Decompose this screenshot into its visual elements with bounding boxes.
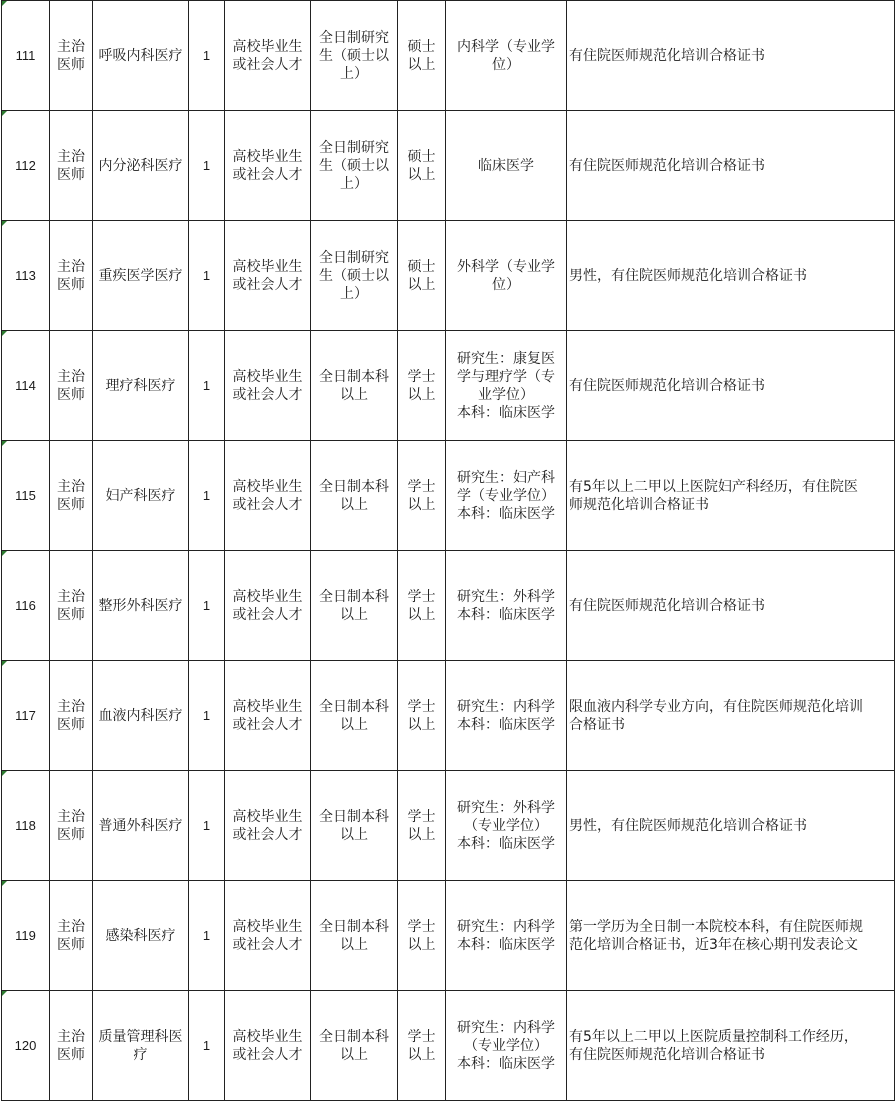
job-title-line: 主治	[57, 148, 85, 165]
job-title-line: 医师	[57, 1046, 85, 1063]
education-cell	[311, 221, 398, 331]
job-title-cell	[50, 441, 93, 551]
candidate-source-line: 或社会人才	[232, 1046, 303, 1063]
table-row	[2, 331, 895, 441]
education-line: 全日制本科	[319, 368, 389, 385]
degree-line: 以上	[407, 276, 436, 293]
headcount-text: 1	[202, 377, 211, 393]
candidate-source-line: 高校毕业生	[232, 38, 303, 55]
major-cell	[446, 221, 567, 331]
education-line: 以上	[340, 936, 368, 953]
job-title-cell	[50, 1, 93, 111]
job-title-cell	[50, 111, 93, 221]
major-line: 业学位）	[478, 386, 534, 403]
requirements-cell	[567, 331, 895, 441]
requirements-cell	[567, 221, 895, 331]
department-cell	[93, 551, 189, 661]
position-number-text: 112	[15, 157, 36, 173]
candidate-source-line: 或社会人才	[232, 276, 303, 293]
major-cell	[446, 881, 567, 991]
headcount-text: 1	[202, 47, 211, 63]
row-corner-marker	[2, 111, 7, 116]
education-line: 全日制研究	[319, 139, 389, 156]
headcount-cell	[189, 771, 225, 881]
row-corner-marker	[2, 551, 7, 556]
education-line: 上）	[340, 175, 368, 192]
requirements-line: 有住院医师规范化培训合格证书	[569, 157, 765, 174]
job-title-line: 主治	[57, 368, 85, 385]
position-number-cell	[2, 881, 50, 991]
department-cell	[93, 1, 189, 111]
candidate-source-line: 高校毕业生	[232, 1028, 303, 1045]
candidate-source-line: 高校毕业生	[232, 368, 303, 385]
candidate-source-cell	[225, 551, 311, 661]
table-row	[2, 991, 895, 1101]
education-cell	[311, 1, 398, 111]
education-cell	[311, 661, 398, 771]
degree-cell	[398, 441, 446, 551]
degree-cell	[398, 661, 446, 771]
job-title-line: 主治	[57, 918, 85, 935]
major-line: 本科：临床医学	[457, 404, 555, 421]
row-corner-marker	[2, 991, 7, 996]
department-line: 感染科医疗	[105, 927, 176, 944]
candidate-source-line: 或社会人才	[232, 166, 303, 183]
headcount-cell	[189, 111, 225, 221]
department-line: 疗	[133, 1046, 148, 1063]
degree-line: 以上	[407, 716, 436, 733]
degree-line: 以上	[407, 826, 436, 843]
job-title-line: 主治	[57, 1028, 85, 1045]
major-line: 本科：临床医学	[457, 716, 555, 733]
positions-table	[1, 0, 895, 1101]
major-line: （专业学位）	[464, 1037, 548, 1054]
candidate-source-cell	[225, 441, 311, 551]
row-corner-marker	[2, 771, 7, 776]
degree-line: 以上	[407, 166, 436, 183]
requirements-line: 男性，有住院医师规范化培训合格证书	[569, 267, 807, 284]
job-title-line: 主治	[57, 698, 85, 715]
table-row	[2, 661, 895, 771]
job-title-line: 医师	[57, 166, 85, 183]
major-cell	[446, 551, 567, 661]
candidate-source-line: 或社会人才	[232, 936, 303, 953]
headcount-text: 1	[202, 927, 211, 943]
job-title-cell	[50, 881, 93, 991]
degree-cell	[398, 331, 446, 441]
requirements-cell	[567, 111, 895, 221]
degree-cell	[398, 221, 446, 331]
job-title-line: 医师	[57, 276, 85, 293]
major-cell	[446, 441, 567, 551]
degree-line: 学士	[407, 808, 436, 825]
candidate-source-cell	[225, 331, 311, 441]
requirements-cell	[567, 661, 895, 771]
candidate-source-line: 高校毕业生	[232, 588, 303, 605]
job-title-line: 医师	[57, 606, 85, 623]
table-body	[2, 1, 895, 1101]
education-cell	[311, 111, 398, 221]
major-cell	[446, 111, 567, 221]
job-title-cell	[50, 331, 93, 441]
candidate-source-cell	[225, 221, 311, 331]
education-line: 全日制本科	[319, 808, 389, 825]
candidate-source-line: 或社会人才	[232, 496, 303, 513]
table-row	[2, 111, 895, 221]
major-line: 临床医学	[478, 157, 534, 174]
department-cell	[93, 991, 189, 1101]
row-corner-marker	[2, 331, 7, 336]
candidate-source-cell	[225, 881, 311, 991]
table-row	[2, 551, 895, 661]
candidate-source-cell	[225, 661, 311, 771]
candidate-source-line: 高校毕业生	[232, 808, 303, 825]
candidate-source-cell	[225, 111, 311, 221]
job-title-cell	[50, 661, 93, 771]
education-line: 生（硕士以	[319, 47, 389, 64]
education-line: 以上	[340, 716, 368, 733]
headcount-cell	[189, 991, 225, 1101]
major-line: 本科：临床医学	[457, 606, 555, 623]
degree-line: 以上	[407, 1046, 436, 1063]
degree-line: 学士	[407, 918, 436, 935]
degree-cell	[398, 551, 446, 661]
degree-cell	[398, 111, 446, 221]
position-number-cell	[2, 221, 50, 331]
department-cell	[93, 111, 189, 221]
requirements-cell	[567, 771, 895, 881]
department-line: 理疗科医疗	[105, 377, 176, 394]
education-line: 生（硕士以	[319, 157, 389, 174]
requirements-cell	[567, 881, 895, 991]
headcount-cell	[189, 551, 225, 661]
position-number-text: 120	[14, 1037, 37, 1053]
table-row	[2, 1, 895, 111]
major-line: 学（专业学位）	[457, 487, 555, 504]
row-corner-marker	[2, 441, 7, 446]
requirements-line: 师规范化培训合格证书	[569, 496, 709, 513]
major-line: 位）	[492, 56, 520, 73]
position-number-text: 117	[15, 707, 36, 723]
degree-line: 学士	[407, 588, 436, 605]
candidate-source-line: 高校毕业生	[232, 148, 303, 165]
education-cell	[311, 991, 398, 1101]
position-number-text: 111	[15, 47, 36, 63]
headcount-cell	[189, 881, 225, 991]
requirements-cell	[567, 441, 895, 551]
degree-line: 以上	[407, 496, 436, 513]
requirements-line: 男性，有住院医师规范化培训合格证书	[569, 817, 807, 834]
candidate-source-cell	[225, 1, 311, 111]
headcount-cell	[189, 441, 225, 551]
headcount-cell	[189, 661, 225, 771]
candidate-source-line: 或社会人才	[232, 716, 303, 733]
headcount-text: 1	[202, 157, 211, 173]
degree-line: 以上	[407, 56, 436, 73]
degree-line: 学士	[407, 478, 436, 495]
position-number-cell	[2, 1, 50, 111]
major-line: （专业学位）	[464, 817, 548, 834]
requirements-line: 合格证书	[569, 716, 625, 733]
department-cell	[93, 881, 189, 991]
education-line: 全日制研究	[319, 29, 389, 46]
table-row	[2, 881, 895, 991]
candidate-source-line: 高校毕业生	[232, 918, 303, 935]
candidate-source-line: 高校毕业生	[232, 698, 303, 715]
department-cell	[93, 221, 189, 331]
major-cell	[446, 661, 567, 771]
department-line: 质量管理科医	[98, 1028, 183, 1045]
major-line: 本科：临床医学	[457, 936, 555, 953]
job-title-line: 主治	[57, 808, 85, 825]
row-corner-marker	[2, 221, 7, 226]
degree-line: 以上	[407, 386, 436, 403]
education-line: 以上	[340, 826, 368, 843]
job-title-line: 医师	[57, 716, 85, 733]
requirements-line: 范化培训合格证书，近3年在核心期刊发表论文	[569, 936, 858, 953]
job-title-line: 医师	[57, 936, 85, 953]
headcount-text: 1	[202, 487, 211, 503]
headcount-text: 1	[202, 707, 211, 723]
major-line: 本科：临床医学	[457, 505, 555, 522]
education-line: 上）	[340, 285, 368, 302]
department-line: 重疾医学医疗	[98, 267, 183, 284]
major-line: 研究生：内科学	[457, 1019, 555, 1036]
department-line: 妇产科医疗	[105, 487, 176, 504]
education-line: 全日制研究	[319, 249, 389, 266]
requirements-cell	[567, 991, 895, 1101]
department-line: 呼吸内科医疗	[98, 47, 183, 64]
job-title-line: 医师	[57, 56, 85, 73]
position-number-cell	[2, 111, 50, 221]
job-title-cell	[50, 551, 93, 661]
row-corner-marker	[2, 1, 7, 6]
headcount-text: 1	[202, 267, 211, 283]
major-line: 研究生：妇产科	[457, 469, 555, 486]
major-line: 研究生：内科学	[457, 918, 555, 935]
degree-cell	[398, 881, 446, 991]
education-line: 全日制本科	[319, 478, 389, 495]
candidate-source-line: 或社会人才	[232, 606, 303, 623]
major-line: 研究生：康复医	[457, 350, 555, 367]
row-corner-marker	[2, 661, 7, 666]
education-line: 生（硕士以	[319, 267, 389, 284]
position-number-cell	[2, 661, 50, 771]
job-title-cell	[50, 221, 93, 331]
position-number-text: 113	[15, 267, 36, 283]
job-title-line: 医师	[57, 496, 85, 513]
candidate-source-line: 或社会人才	[232, 56, 303, 73]
education-line: 全日制本科	[319, 698, 389, 715]
candidate-source-cell	[225, 771, 311, 881]
major-cell	[446, 991, 567, 1101]
major-line: 研究生：内科学	[457, 698, 555, 715]
degree-line: 以上	[407, 936, 436, 953]
degree-line: 硕士	[407, 148, 436, 165]
education-line: 全日制本科	[319, 588, 389, 605]
position-number-text: 114	[15, 377, 36, 393]
education-line: 以上	[340, 386, 368, 403]
education-cell	[311, 441, 398, 551]
position-number-cell	[2, 771, 50, 881]
candidate-source-line: 高校毕业生	[232, 258, 303, 275]
requirements-line: 第一学历为全日制一本院校本科，有住院医师规	[569, 918, 863, 935]
degree-line: 硕士	[407, 258, 436, 275]
headcount-cell	[189, 331, 225, 441]
candidate-source-cell	[225, 991, 311, 1101]
education-cell	[311, 551, 398, 661]
major-line: 本科：临床医学	[457, 1055, 555, 1072]
education-line: 以上	[340, 1046, 368, 1063]
job-title-line: 主治	[57, 478, 85, 495]
candidate-source-line: 或社会人才	[232, 826, 303, 843]
headcount-text: 1	[202, 817, 211, 833]
department-line: 血液内科医疗	[98, 707, 183, 724]
requirements-line: 有住院医师规范化培训合格证书	[569, 1046, 765, 1063]
major-line: 外科学（专业学	[457, 258, 555, 275]
degree-cell	[398, 991, 446, 1101]
department-cell	[93, 441, 189, 551]
department-cell	[93, 331, 189, 441]
major-cell	[446, 331, 567, 441]
position-number-cell	[2, 331, 50, 441]
education-line: 全日制本科	[319, 918, 389, 935]
degree-line: 以上	[407, 606, 436, 623]
department-line: 内分泌科医疗	[98, 157, 183, 174]
requirements-line: 有5年以上二甲以上医院质量控制科工作经历，	[569, 1028, 858, 1045]
department-line: 普通外科医疗	[98, 817, 183, 834]
position-number-text: 115	[15, 487, 36, 503]
education-cell	[311, 771, 398, 881]
row-corner-marker	[2, 881, 7, 886]
education-line: 以上	[340, 496, 368, 513]
job-title-line: 医师	[57, 386, 85, 403]
degree-line: 学士	[407, 1028, 436, 1045]
job-title-line: 主治	[57, 258, 85, 275]
position-number-text: 119	[15, 927, 36, 943]
major-line: 本科：临床医学	[457, 835, 555, 852]
position-number-cell	[2, 551, 50, 661]
degree-line: 学士	[407, 368, 436, 385]
requirements-line: 限血液内科学专业方向，有住院医师规范化培训	[569, 698, 863, 715]
degree-cell	[398, 771, 446, 881]
department-cell	[93, 661, 189, 771]
education-cell	[311, 881, 398, 991]
education-line: 上）	[340, 65, 368, 82]
major-cell	[446, 1, 567, 111]
job-title-line: 主治	[57, 38, 85, 55]
degree-line: 硕士	[407, 38, 436, 55]
position-number-cell	[2, 441, 50, 551]
position-number-text: 118	[15, 817, 36, 833]
major-cell	[446, 771, 567, 881]
headcount-cell	[189, 221, 225, 331]
education-line: 全日制本科	[319, 1028, 389, 1045]
major-line: 位）	[492, 276, 520, 293]
headcount-text: 1	[202, 597, 211, 613]
major-line: 内科学（专业学	[457, 38, 555, 55]
position-number-text: 116	[15, 597, 36, 613]
degree-line: 学士	[407, 698, 436, 715]
requirements-cell	[567, 1, 895, 111]
table-row	[2, 221, 895, 331]
job-title-line: 主治	[57, 588, 85, 605]
education-cell	[311, 331, 398, 441]
requirements-line: 有住院医师规范化培训合格证书	[569, 597, 765, 614]
major-line: 研究生：外科学	[457, 588, 555, 605]
position-number-cell	[2, 991, 50, 1101]
department-line: 整形外科医疗	[98, 597, 183, 614]
education-line: 以上	[340, 606, 368, 623]
requirements-line: 有住院医师规范化培训合格证书	[569, 377, 765, 394]
requirements-line: 有住院医师规范化培训合格证书	[569, 47, 765, 64]
job-title-line: 医师	[57, 826, 85, 843]
job-title-cell	[50, 991, 93, 1101]
headcount-cell	[189, 1, 225, 111]
table-row	[2, 771, 895, 881]
candidate-source-line: 或社会人才	[232, 386, 303, 403]
requirements-cell	[567, 551, 895, 661]
headcount-text: 1	[202, 1037, 211, 1053]
degree-cell	[398, 1, 446, 111]
major-line: 研究生：外科学	[457, 799, 555, 816]
department-cell	[93, 771, 189, 881]
requirements-line: 有5年以上二甲以上医院妇产科经历，有住院医	[569, 478, 858, 495]
job-title-cell	[50, 771, 93, 881]
table-row	[2, 441, 895, 551]
major-line: 学与理疗学（专	[457, 368, 555, 385]
candidate-source-line: 高校毕业生	[232, 478, 303, 495]
